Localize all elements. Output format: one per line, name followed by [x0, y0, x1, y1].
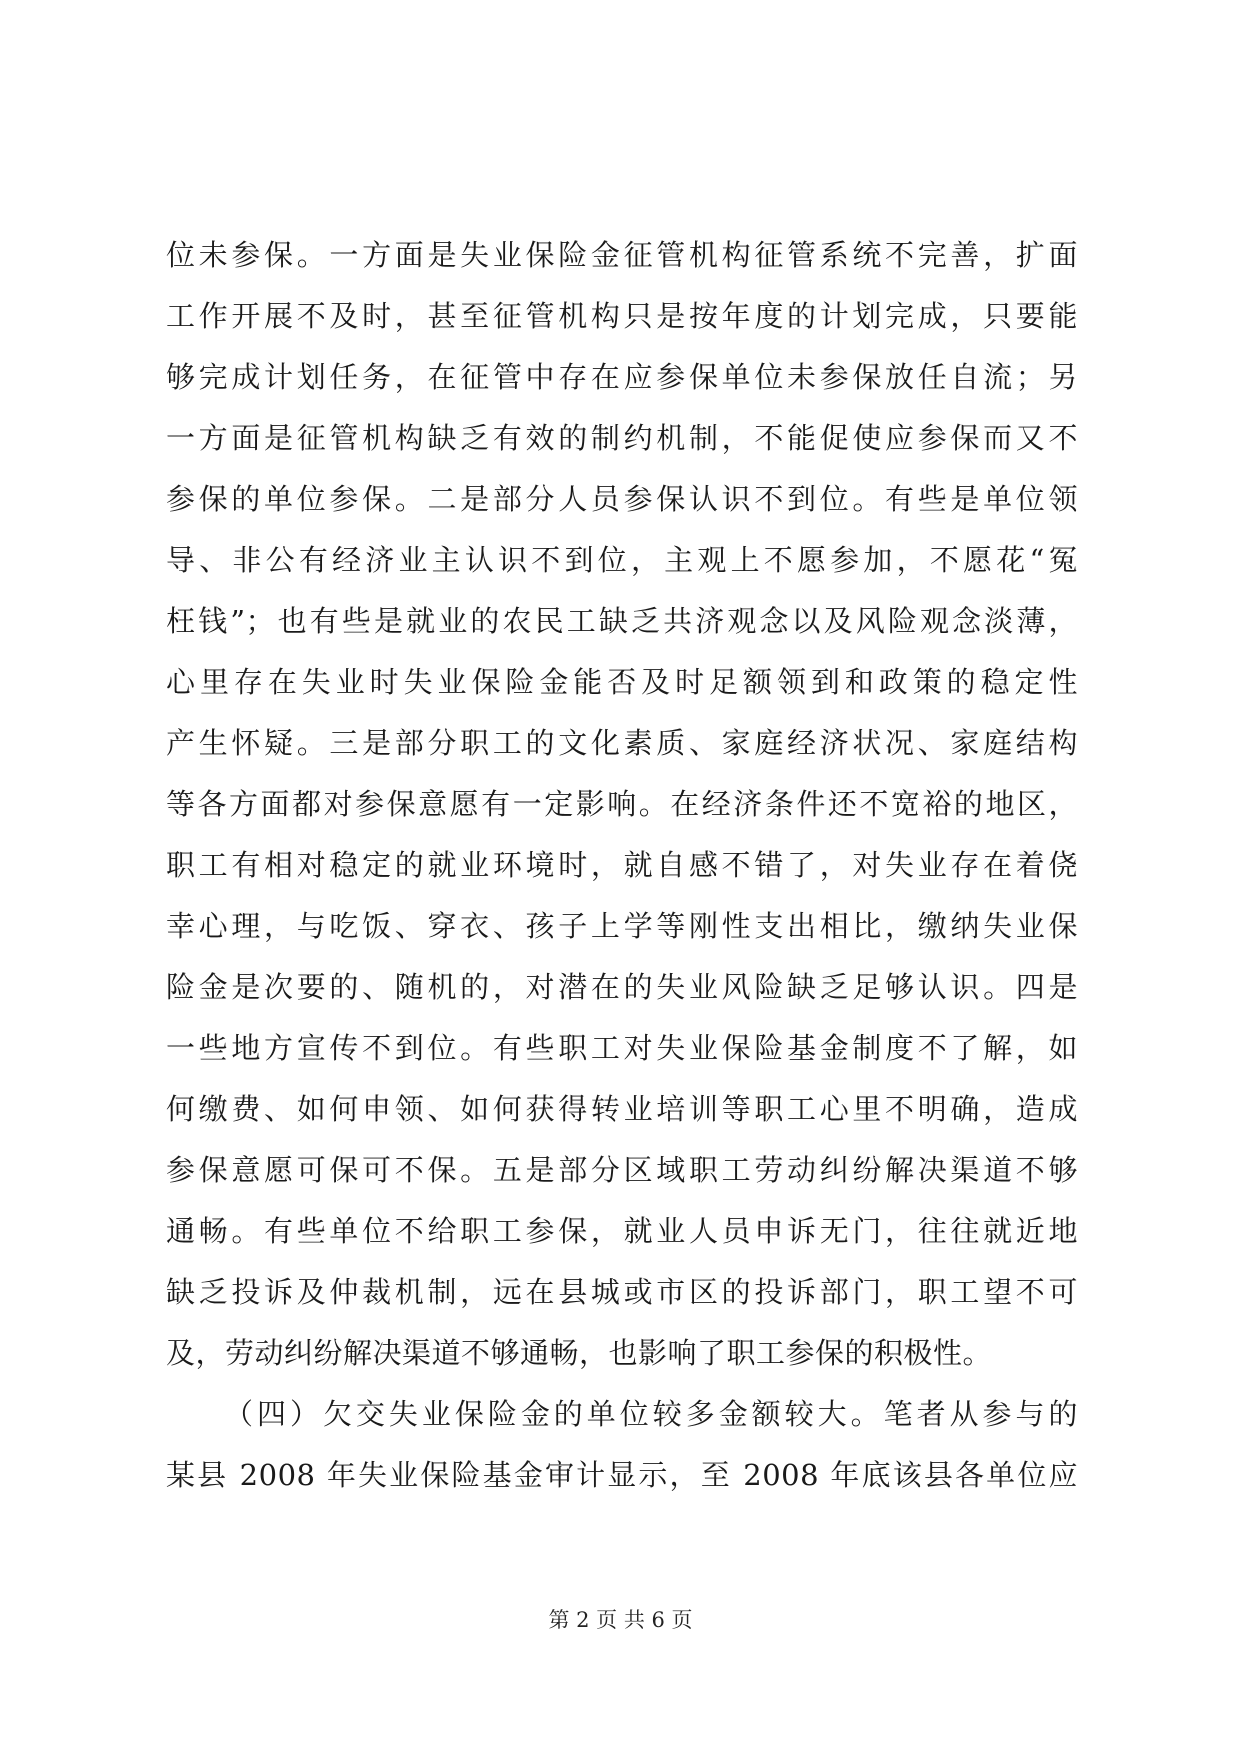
text-line: 导、非公有经济业主认识不到位，主观上不愿参加，不愿花“冤 [166, 543, 1078, 577]
text-line: 心里存在失业时失业保险金能否及时足额领到和政策的稳定性 [166, 665, 1078, 699]
text-line: 参保意愿可保可不保。五是部分区域职工劳动纠纷解决渠道不够 [166, 1153, 1078, 1187]
text-line: 位未参保。一方面是失业保险金征管机构征管系统不完善，扩面 [166, 238, 1078, 272]
text-line: 职工有相对稳定的就业环境时，就自感不错了，对失业存在着侥 [166, 848, 1078, 882]
text-line: 缺乏投诉及仲裁机制，远在县城或市区的投诉部门，职工望不可 [166, 1275, 1078, 1309]
body-text [166, 225, 1078, 1506]
text-line: 一方面是征管机构缺乏有效的制约机制，不能促使应参保而又不 [166, 421, 1078, 455]
text-line: 等各方面都对参保意愿有一定影响。在经济条件还不宽裕的地区， [166, 787, 1078, 821]
text-line: 工作开展不及时，甚至征管机构只是按年度的计划完成，只要能 [166, 299, 1078, 333]
paragraph-end-line: 及，劳动纠纷解决渠道不够通畅，也影响了职工参保的积极性。 [166, 1336, 993, 1370]
text-line: 产生怀疑。三是部分职工的文化素质、家庭经济状况、家庭结构 [166, 726, 1078, 760]
page-number-footer: 第 2 页 共 6 页 [548, 1608, 693, 1632]
text-line: 参保的单位参保。二是部分人员参保认识不到位。有些是单位领 [166, 482, 1078, 516]
text-line: 一些地方宣传不到位。有些职工对失业保险基金制度不了解，如 [166, 1031, 1078, 1065]
text-line: 幸心理，与吃饭、穿衣、孩子上学等刚性支出相比，缴纳失业保 [166, 909, 1078, 943]
text-line: 险金是次要的、随机的，对潜在的失业风险缺乏足够认识。四是 [166, 970, 1078, 1004]
section-heading-line: （四）欠交失业保险金的单位较多金额较大。笔者从参与的 [224, 1397, 1078, 1431]
text-line: 够完成计划任务，在征管中存在应参保单位未参保放任自流；另 [166, 360, 1078, 394]
text-line: 何缴费、如何申领、如何获得转业培训等职工心里不明确，造成 [166, 1092, 1078, 1126]
text-line: 通畅。有些单位不给职工参保，就业人员申诉无门，往往就近地 [166, 1214, 1078, 1248]
text-line: 某县 2008 年失业保险基金审计显示，至 2008 年底该县各单位应 [166, 1458, 1078, 1492]
text-line: 枉钱”；也有些是就业的农民工缺乏共济观念以及风险观念淡薄， [166, 604, 1078, 638]
